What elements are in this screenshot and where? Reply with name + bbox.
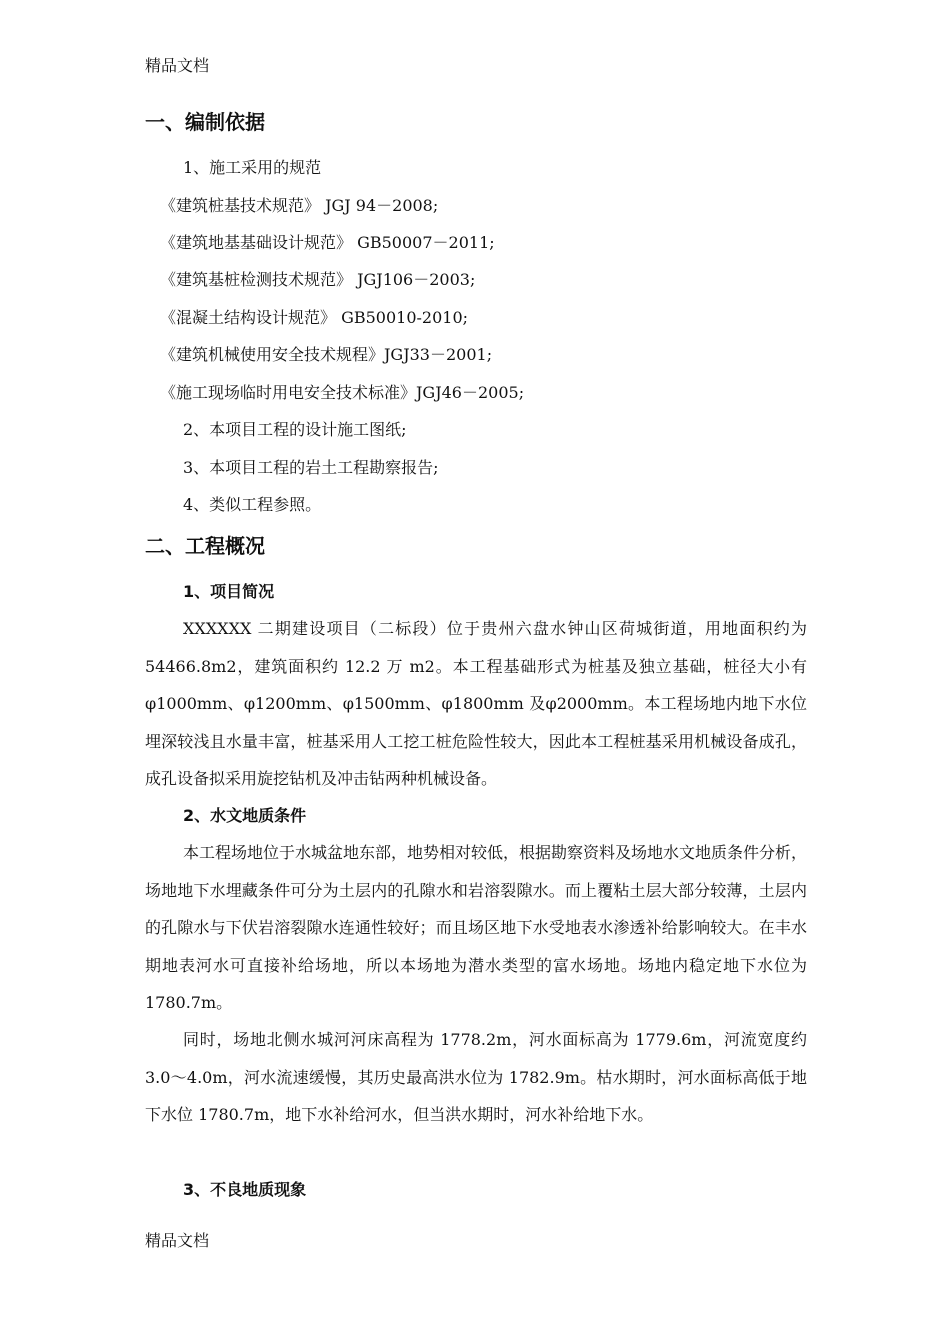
basis-item-2: 2、本项目工程的设计施工图纸; xyxy=(183,420,407,439)
project-overview-paragraph: XXXXXX 二期建设项目（二标段）位于贵州六盘水钟山区荷城街道，用地面积约为 54466.8m2，建筑面积约 12.2 万 m2。本工程基础形式为桩基及独立基础，桩径大小有φ1000mm、φ1200mm、φ1500mm、φ1800mm 及φ2000mm。本工程场地内地下水位埋深较浅且水量丰富，桩基采用人工挖工桩危险性较大，因此本工程桩基采用机械设备成孔，成孔设备拟采用旋挖钻机及冲击钻两种机械设备。 xyxy=(145,619,807,788)
page-footer-note: 精品文档 xyxy=(145,1231,210,1250)
subsection-title-project: 1、项目简况 xyxy=(183,582,275,601)
standard-item: 《建筑地基基础设计规范》 GB50007－2011; xyxy=(160,233,495,252)
basis-item-1: 1、施工采用的规范 xyxy=(183,158,322,177)
basis-item-3: 3、本项目工程的岩土工程勘察报告; xyxy=(183,458,439,477)
standard-item: 《建筑桩基技术规范》 JGJ 94－2008; xyxy=(160,196,439,215)
subsection-title-adverse-geology: 3、不良地质现象 xyxy=(183,1180,307,1199)
standard-item: 《建筑机械使用安全技术规程》JGJ33－2001; xyxy=(160,345,493,364)
standard-item: 《混凝土结构设计规范》 GB50010-2010; xyxy=(160,308,469,327)
standard-item: 《建筑基桩检测技术规范》 JGJ106－2003; xyxy=(160,270,476,289)
section-title-overview: 二、工程概况 xyxy=(145,534,265,558)
standard-item: 《施工现场临时用电安全技术标准》JGJ46－2005; xyxy=(160,383,525,402)
basis-item-4: 4、类似工程参照。 xyxy=(183,495,322,514)
section-title-basis: 一、编制依据 xyxy=(145,110,265,134)
hydrogeology-paragraph-2: 同时，场地北侧水城河河床高程为 1778.2m，河水面标高为 1779.6m，河流宽度约 3.0～4.0m，河水流速缓慢，其历史最高洪水位为 1782.9m。枯水期时，河水面标高低于地下水位 1780.7m，地下水补给河水，但当洪水期时，河水补给地下水。 xyxy=(145,1030,807,1124)
subsection-title-hydrogeology: 2、水文地质条件 xyxy=(183,806,307,825)
hydrogeology-paragraph-1: 本工程场地位于水城盆地东部，地势相对较低，根据勘察资料及场地水文地质条件分析，场地地下水埋藏条件可分为土层内的孔隙水和岩溶裂隙水。而上覆粘土层大部分较薄，土层内的孔隙水与下伏岩溶裂隙水连通性较好；而且场区地下水受地表水渗透补给影响较大。在丰水期地表河水可直接补给场地，所以本场地为潜水类型的富水场地。场地内稳定地下水位为 1780.7m。 xyxy=(145,843,808,1012)
page-header-note: 精品文档 xyxy=(145,56,210,75)
